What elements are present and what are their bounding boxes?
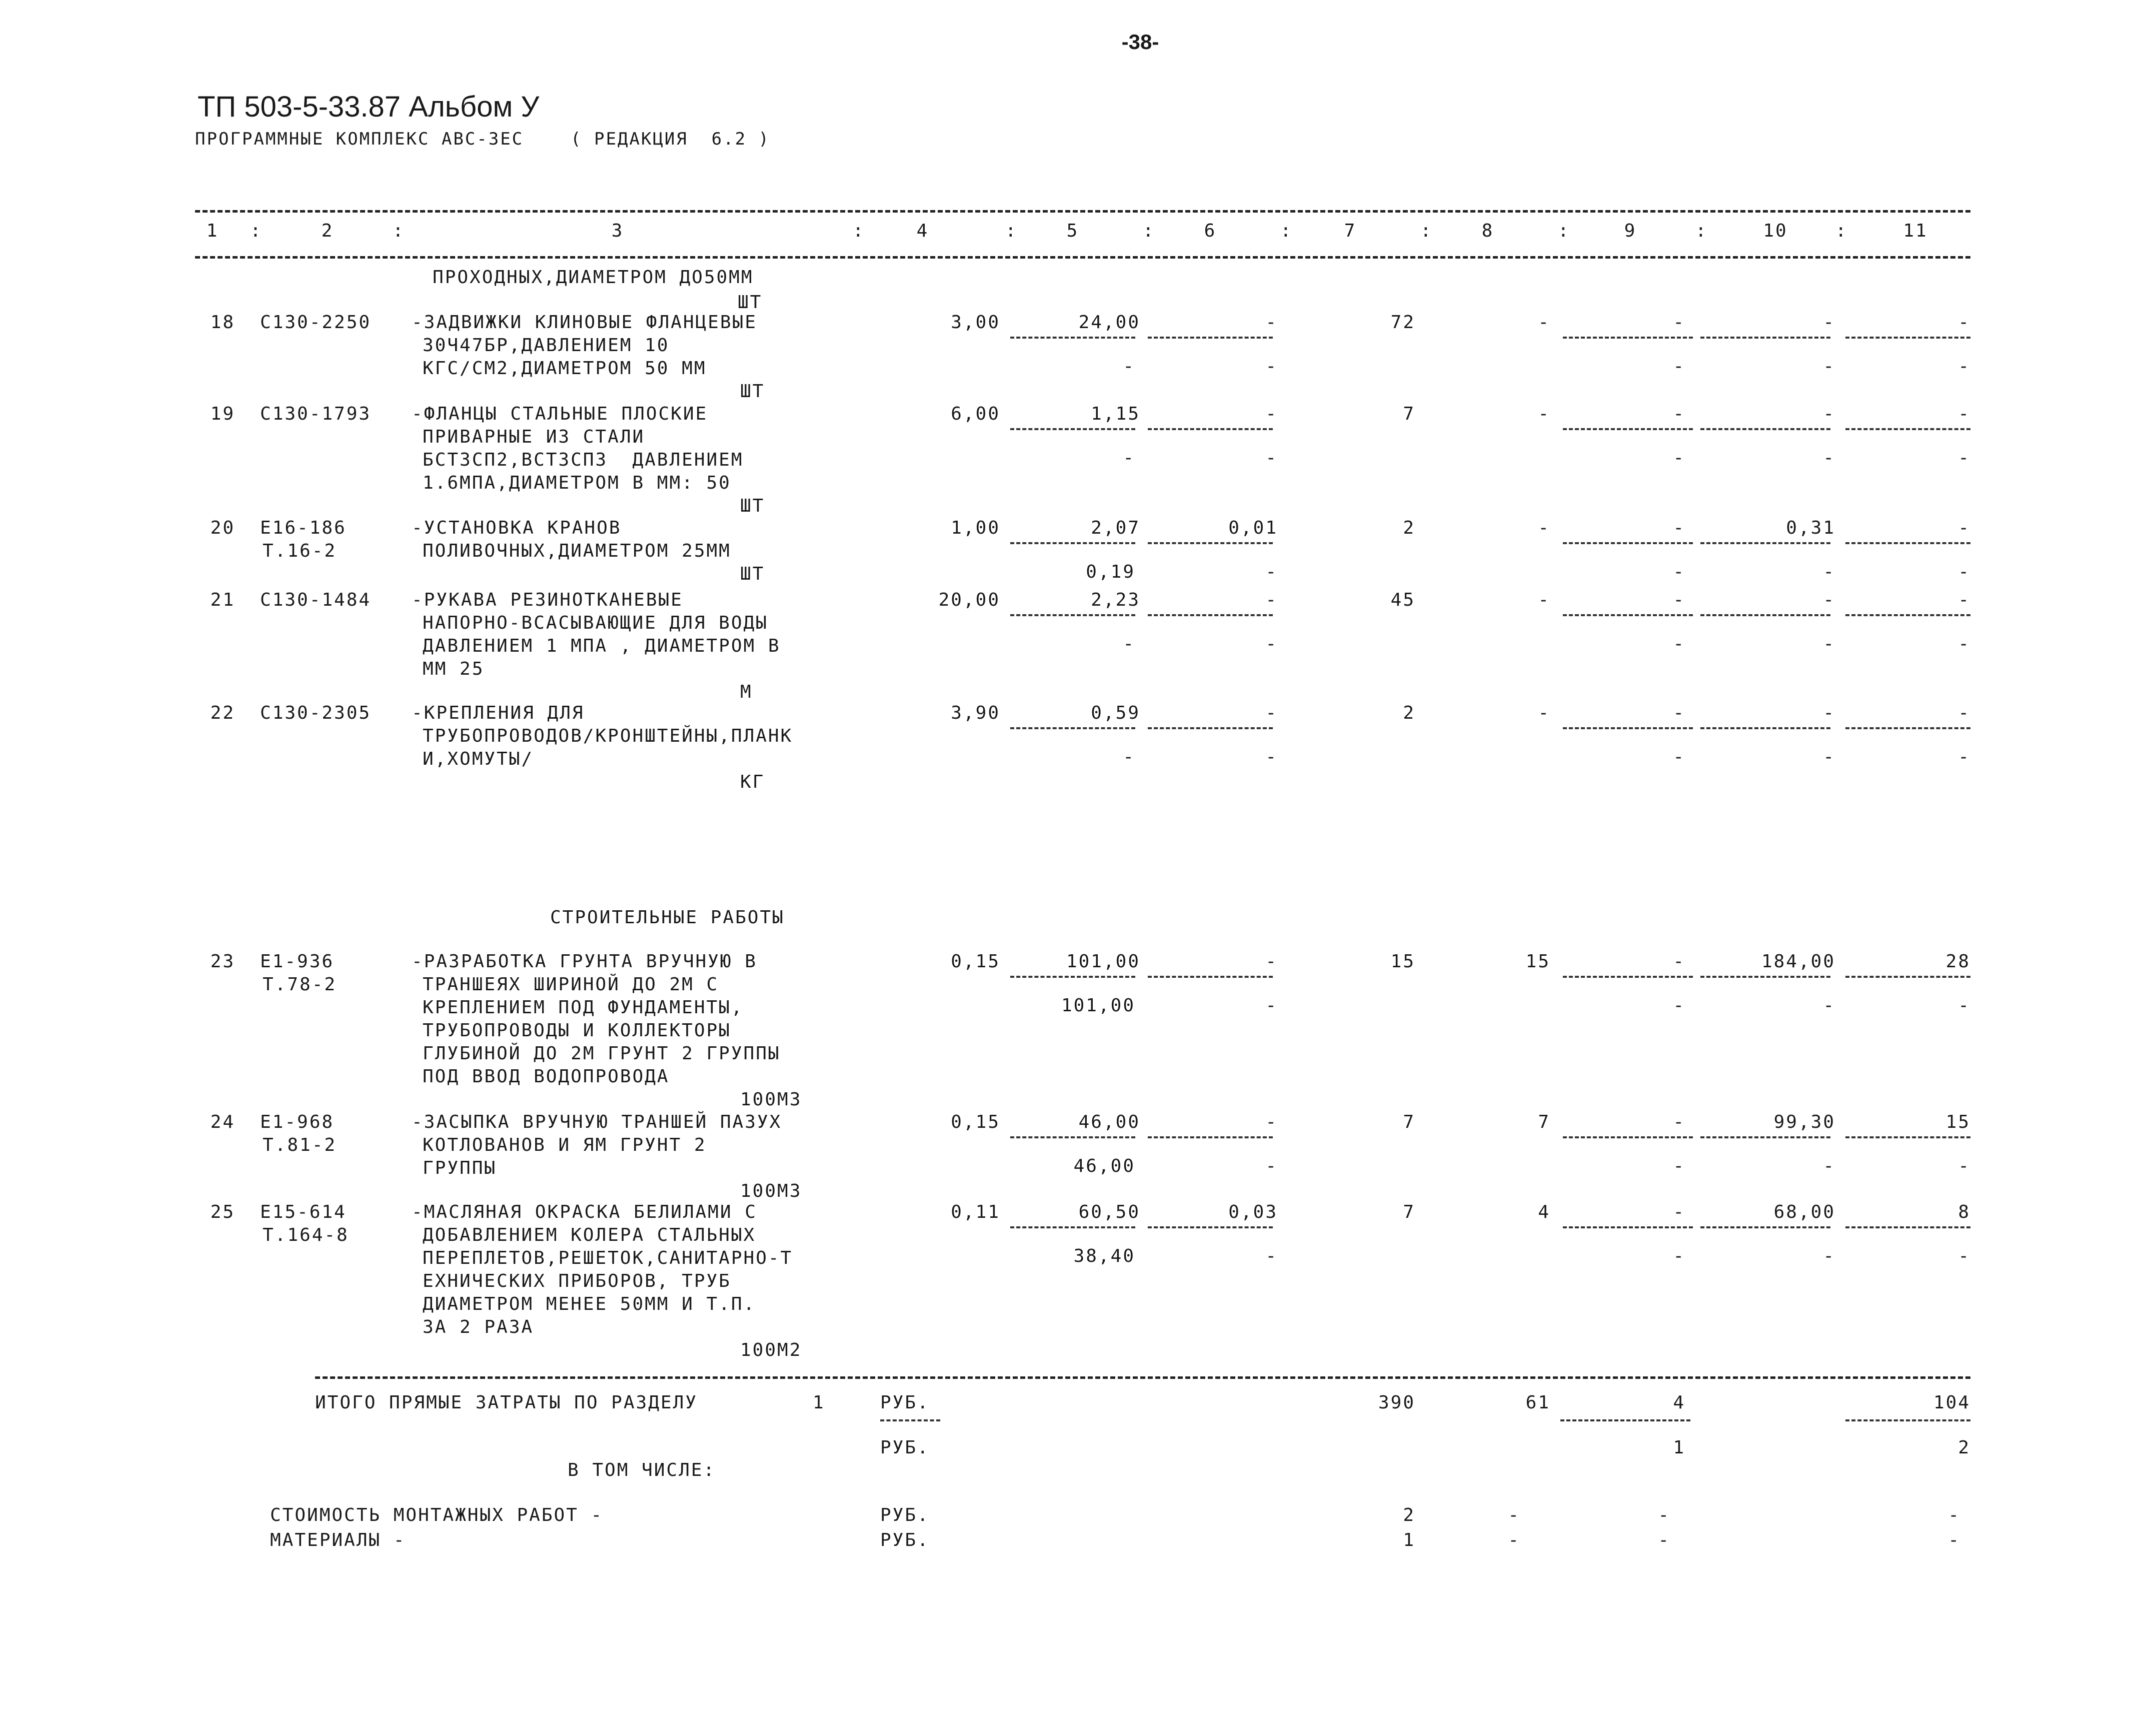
cell-divider xyxy=(1700,614,1830,616)
row-description: ПРИВАРНЫЕ ИЗ СТАЛИ xyxy=(423,427,645,447)
row-description: КОТЛОВАНОВ И ЯМ ГРУНТ 2 xyxy=(423,1135,707,1155)
row-cost-machines: - xyxy=(1265,951,1278,972)
column-header-2: 2 xyxy=(321,221,334,241)
row-cost-total: 60,50 xyxy=(1078,1202,1140,1222)
cell-divider xyxy=(1700,727,1830,729)
row-cost-machines: - xyxy=(1265,1112,1278,1132)
cell-divider xyxy=(1563,727,1693,729)
row-description: ММ 25 xyxy=(423,659,485,679)
row-cost-wages: 46,00 xyxy=(1073,1156,1135,1176)
row-cost-machine-wages: - xyxy=(1265,1156,1278,1176)
row-code: Е1-936 xyxy=(260,951,335,972)
row-col10: 0,31 xyxy=(1786,518,1835,538)
row-col7: 2 xyxy=(1403,703,1415,723)
row-cost-machines: - xyxy=(1265,703,1278,723)
row-cost-machines: - xyxy=(1265,590,1278,610)
totals-col7: 390 xyxy=(1378,1392,1415,1413)
cell-divider xyxy=(1563,614,1693,616)
row-col9-lower: - xyxy=(1673,562,1685,582)
row-col8: - xyxy=(1538,703,1550,723)
row-description: -КРЕПЛЕНИЯ ДЛЯ xyxy=(412,703,585,723)
row-description: ТРАНШЕЯХ ШИРИНОЙ ДО 2М С xyxy=(423,974,719,995)
row-col10-lower: - xyxy=(1823,747,1835,767)
section-title: СТРОИТЕЛЬНЫЕ РАБОТЫ xyxy=(550,907,785,928)
row-unit: 100М2 xyxy=(740,1340,802,1360)
row-col10: - xyxy=(1823,703,1835,723)
row-number: 24 xyxy=(210,1112,235,1132)
row-col9: - xyxy=(1673,703,1685,723)
column-header-10: 10 xyxy=(1763,221,1788,241)
row-number: 22 xyxy=(210,703,235,723)
row-col10-lower: - xyxy=(1823,995,1835,1016)
row-code: С130-2250 xyxy=(260,312,372,333)
cell-divider xyxy=(1700,1136,1830,1138)
row-col10: - xyxy=(1823,590,1835,610)
cell-divider xyxy=(1148,428,1273,430)
cell-divider xyxy=(1010,1136,1135,1138)
row-description: -РУКАВА РЕЗИНОТКАНЕВЫЕ xyxy=(412,590,683,610)
row-col9: - xyxy=(1673,518,1685,538)
row-col9-lower: - xyxy=(1673,448,1685,468)
continuation-unit: ШТ xyxy=(738,292,763,313)
cell-divider xyxy=(1148,1136,1273,1138)
row-description: ДАВЛЕНИЕМ 1 МПА , ДИАМЕТРОМ В xyxy=(423,636,781,656)
row-code: С130-2305 xyxy=(260,703,372,723)
cell-divider xyxy=(1148,727,1273,729)
row-description: ЗА 2 РАЗА xyxy=(423,1317,534,1337)
row-code: Т.78-2 xyxy=(263,974,337,995)
row-col11-lower: - xyxy=(1958,995,1970,1016)
row-col10: - xyxy=(1823,404,1835,424)
cell-divider xyxy=(1845,428,1970,430)
row-col9-lower: - xyxy=(1673,634,1685,654)
row-col11: 28 xyxy=(1945,951,1970,972)
row-col8: - xyxy=(1538,518,1550,538)
column-header-9: 9 xyxy=(1624,221,1637,241)
row-col10-lower: - xyxy=(1823,448,1835,468)
row-description: ЕХНИЧЕСКИХ ПРИБОРОВ, ТРУБ xyxy=(423,1271,731,1291)
row-description: ТРУБОПРОВОДОВ/КРОНШТЕЙНЫ,ПЛАНК xyxy=(423,726,793,746)
page-number: -38- xyxy=(1121,30,1159,54)
continuation-text: ПРОХОДНЫХ,ДИАМЕТРОМ ДО50ММ xyxy=(433,267,754,288)
row-col10: 68,00 xyxy=(1773,1202,1835,1222)
install-col11: - xyxy=(1948,1505,1960,1525)
row-code: С130-1793 xyxy=(260,404,372,424)
row-description: ПЕРЕПЛЕТОВ,РЕШЕТОК,САНИТАРНО-Т xyxy=(423,1248,793,1268)
row-description: И,ХОМУТЫ/ xyxy=(423,749,534,769)
row-col11-lower: - xyxy=(1958,634,1970,654)
row-number: 18 xyxy=(210,312,235,333)
row-cost-machine-wages: - xyxy=(1265,448,1278,468)
totals-rule xyxy=(315,1376,1970,1379)
column-header-4: 4 xyxy=(916,221,929,241)
row-col8: 4 xyxy=(1538,1202,1550,1222)
row-cost-machine-wages: - xyxy=(1265,747,1278,767)
header-bottom-rule xyxy=(195,256,1970,259)
row-description: ПОД ВВОД ВОДОПРОВОДА xyxy=(423,1066,670,1087)
row-col11-lower: - xyxy=(1958,356,1970,377)
cell-divider xyxy=(1010,1226,1135,1228)
header-top-rule xyxy=(195,210,1970,213)
row-cost-wages: - xyxy=(1123,634,1135,654)
cell-divider xyxy=(1700,542,1830,544)
program-line: ПРОГРАММНЫЕ КОМПЛЕКС АВС-ЗЕС ( РЕДАКЦИЯ 6.2 ) xyxy=(195,129,771,149)
cell-divider xyxy=(1845,727,1970,729)
row-description: НАПОРНО-ВСАСЫВАЮЩИЕ ДЛЯ ВОДЫ xyxy=(423,613,768,633)
cell-divider xyxy=(1845,542,1970,544)
cell-divider xyxy=(1148,976,1273,978)
totals-currency-underline xyxy=(880,1419,940,1421)
totals-col9-b: 1 xyxy=(1673,1437,1685,1458)
column-separator: : xyxy=(853,221,865,241)
row-col7: 72 xyxy=(1390,312,1415,333)
row-unit: ШТ xyxy=(740,381,765,402)
cell-divider xyxy=(1010,428,1135,430)
column-separator: : xyxy=(1835,221,1848,241)
cell-divider xyxy=(1845,976,1970,978)
install-col7: 2 xyxy=(1403,1505,1415,1525)
row-col11-lower: - xyxy=(1958,747,1970,767)
materials-col11: - xyxy=(1948,1530,1960,1550)
row-cost-wages: - xyxy=(1123,356,1135,377)
row-col10-lower: - xyxy=(1823,356,1835,377)
cell-divider xyxy=(1700,976,1830,978)
cell-divider xyxy=(1845,614,1970,616)
column-separator: : xyxy=(250,221,263,241)
cell-divider xyxy=(1563,337,1693,339)
row-cost-machines: 0,01 xyxy=(1228,518,1278,538)
cell-divider xyxy=(1700,428,1830,430)
row-description: -ЗАСЫПКА ВРУЧНУЮ ТРАНШЕЙ ПАЗУХ xyxy=(412,1112,782,1132)
row-col9: - xyxy=(1673,951,1685,972)
row-cost-machine-wages: - xyxy=(1265,1246,1278,1266)
row-number: 21 xyxy=(210,590,235,610)
row-number: 23 xyxy=(210,951,235,972)
row-col9: - xyxy=(1673,404,1685,424)
install-col8: - xyxy=(1508,1505,1520,1525)
cell-divider xyxy=(1845,337,1970,339)
row-code: Е16-186 xyxy=(260,518,347,538)
row-col9-lower: - xyxy=(1673,1156,1685,1176)
row-col11: - xyxy=(1958,518,1970,538)
row-col10-lower: - xyxy=(1823,562,1835,582)
row-col10: - xyxy=(1823,312,1835,333)
cell-divider xyxy=(1010,542,1135,544)
totals-col11-b: 2 xyxy=(1958,1437,1970,1458)
row-cost-total: 2,07 xyxy=(1091,518,1140,538)
row-description: ГРУППЫ xyxy=(423,1158,497,1178)
row-description: ПОЛИВОЧНЫХ,ДИАМЕТРОМ 25ММ xyxy=(423,541,731,561)
cell-divider xyxy=(1010,614,1135,616)
row-description: БСТ3СП2,ВСТ3СП3 ДАВЛЕНИЕМ xyxy=(423,450,744,470)
row-col8: 7 xyxy=(1538,1112,1550,1132)
row-cost-wages: 38,40 xyxy=(1073,1246,1135,1266)
row-description: КРЕПЛЕНИЕМ ПОД ФУНДАМЕНТЫ, xyxy=(423,997,744,1018)
column-separator: : xyxy=(1558,221,1570,241)
row-cost-machines: - xyxy=(1265,404,1278,424)
column-separator: : xyxy=(1143,221,1155,241)
row-col9: - xyxy=(1673,1202,1685,1222)
totals-col8: 61 xyxy=(1525,1392,1550,1413)
row-col11-lower: - xyxy=(1958,562,1970,582)
row-code: С130-1484 xyxy=(260,590,372,610)
totals-currency-2: РУБ. xyxy=(880,1437,930,1458)
cell-divider xyxy=(1010,727,1135,729)
row-col10-lower: - xyxy=(1823,1246,1835,1266)
row-cost-machine-wages: - xyxy=(1265,562,1278,582)
row-quantity: 20,00 xyxy=(938,590,1000,610)
row-col9: - xyxy=(1673,590,1685,610)
row-cost-machines: - xyxy=(1265,312,1278,333)
install-label: СТОИМОСТЬ МОНТАЖНЫХ РАБОТ - xyxy=(270,1505,604,1525)
row-description: ДОБАВЛЕНИЕМ КОЛЕРА СТАЛЬНЫХ xyxy=(423,1225,756,1245)
row-cost-wages: 101,00 xyxy=(1061,995,1135,1016)
row-cost-wages: - xyxy=(1123,747,1135,767)
row-unit: ШТ xyxy=(740,496,765,516)
row-col8: - xyxy=(1538,404,1550,424)
cell-divider xyxy=(1148,542,1273,544)
row-col10-lower: - xyxy=(1823,1156,1835,1176)
row-code: Т.16-2 xyxy=(263,541,337,561)
row-number: 19 xyxy=(210,404,235,424)
row-quantity: 0,11 xyxy=(951,1202,1000,1222)
row-col11: - xyxy=(1958,590,1970,610)
column-header-8: 8 xyxy=(1481,221,1494,241)
row-col9-lower: - xyxy=(1673,995,1685,1016)
column-separator: : xyxy=(1420,221,1433,241)
row-col10: 184,00 xyxy=(1761,951,1835,972)
row-description: -ЗАДВИЖКИ КЛИНОВЫЕ ФЛАНЦЕВЫЕ xyxy=(412,312,757,333)
materials-label: МАТЕРИАЛЫ - xyxy=(270,1530,406,1550)
row-col8: 15 xyxy=(1525,951,1550,972)
row-cost-machines: 0,03 xyxy=(1228,1202,1278,1222)
row-cost-total: 101,00 xyxy=(1066,951,1140,972)
row-col7: 7 xyxy=(1403,404,1415,424)
cell-divider xyxy=(1148,614,1273,616)
column-separator: : xyxy=(1695,221,1708,241)
row-description: -МАСЛЯНАЯ ОКРАСКА БЕЛИЛАМИ С xyxy=(412,1202,757,1222)
row-col11-lower: - xyxy=(1958,1246,1970,1266)
row-col8: - xyxy=(1538,590,1550,610)
row-col7: 2 xyxy=(1403,518,1415,538)
row-code: Т.81-2 xyxy=(263,1135,337,1155)
row-cost-total: 46,00 xyxy=(1078,1112,1140,1132)
cell-divider xyxy=(1563,976,1693,978)
row-col7: 45 xyxy=(1390,590,1415,610)
totals-label: ИТОГО ПРЯМЫЕ ЗАТРАТЫ ПО РАЗДЕЛУ xyxy=(315,1392,698,1413)
cell-divider xyxy=(1700,337,1830,339)
cell-divider xyxy=(1845,1226,1970,1228)
totals-section-number: 1 xyxy=(813,1392,825,1413)
row-unit: 100М3 xyxy=(740,1181,802,1201)
totals-col9-underline xyxy=(1560,1419,1690,1421)
row-col11: 8 xyxy=(1958,1202,1970,1222)
row-quantity: 3,00 xyxy=(951,312,1000,333)
doc-title: ТП 503-5-33.87 Альбом У xyxy=(198,91,540,123)
materials-currency: РУБ. xyxy=(880,1530,930,1550)
row-cost-machine-wages: - xyxy=(1265,634,1278,654)
row-description: -ФЛАНЦЫ СТАЛЬНЫЕ ПЛОСКИЕ xyxy=(412,404,708,424)
row-col11-lower: - xyxy=(1958,448,1970,468)
totals-currency: РУБ. xyxy=(880,1392,930,1413)
cell-divider xyxy=(1700,1226,1830,1228)
row-description: КГС/СМ2,ДИАМЕТРОМ 50 ММ xyxy=(423,358,707,379)
row-unit: ШТ xyxy=(740,564,765,584)
row-col9: - xyxy=(1673,1112,1685,1132)
row-description: 1.6МПА,ДИАМЕТРОМ В ММ: 50 xyxy=(423,473,731,493)
row-description: ГЛУБИНОЙ ДО 2М ГРУНТ 2 ГРУППЫ xyxy=(423,1043,781,1064)
materials-col7: 1 xyxy=(1403,1530,1415,1550)
row-cost-machine-wages: - xyxy=(1265,356,1278,377)
row-col11: - xyxy=(1958,703,1970,723)
row-description: -РАЗРАБОТКА ГРУНТА ВРУЧНУЮ В xyxy=(412,951,757,972)
row-unit: 100М3 xyxy=(740,1089,802,1110)
cell-divider xyxy=(1563,1136,1693,1138)
totals-col11-underline xyxy=(1845,1419,1970,1421)
cell-divider xyxy=(1148,337,1273,339)
row-code: Е1-968 xyxy=(260,1112,335,1132)
cell-divider xyxy=(1010,337,1135,339)
row-cost-wages: - xyxy=(1123,448,1135,468)
row-quantity: 0,15 xyxy=(951,1112,1000,1132)
row-number: 25 xyxy=(210,1202,235,1222)
column-header-5: 5 xyxy=(1066,221,1079,241)
totals-col9: 4 xyxy=(1673,1392,1685,1413)
column-separator: : xyxy=(393,221,405,241)
row-col11: - xyxy=(1958,312,1970,333)
row-col11: - xyxy=(1958,404,1970,424)
row-quantity: 6,00 xyxy=(951,404,1000,424)
cell-divider xyxy=(1563,428,1693,430)
totals-col11: 104 xyxy=(1933,1392,1970,1413)
column-separator: : xyxy=(1005,221,1018,241)
row-cost-machine-wages: - xyxy=(1265,995,1278,1016)
cell-divider xyxy=(1845,1136,1970,1138)
column-header-7: 7 xyxy=(1344,221,1357,241)
row-col9-lower: - xyxy=(1673,1246,1685,1266)
row-cost-total: 0,59 xyxy=(1091,703,1140,723)
row-col11: 15 xyxy=(1945,1112,1970,1132)
row-col8: - xyxy=(1538,312,1550,333)
row-code: Е15-614 xyxy=(260,1202,347,1222)
including-label: В ТОМ ЧИСЛЕ: xyxy=(568,1460,716,1480)
install-currency: РУБ. xyxy=(880,1505,930,1525)
materials-col9: - xyxy=(1658,1530,1670,1550)
row-unit: КГ xyxy=(740,772,765,792)
cell-divider xyxy=(1563,1226,1693,1228)
install-col9: - xyxy=(1658,1505,1670,1525)
row-description: -УСТАНОВКА КРАНОВ xyxy=(412,518,622,538)
cell-divider xyxy=(1563,542,1693,544)
row-description: ТРУБОПРОВОДЫ И КОЛЛЕКТОРЫ xyxy=(423,1020,731,1041)
row-col11-lower: - xyxy=(1958,1156,1970,1176)
column-separator: : xyxy=(1280,221,1293,241)
row-cost-total: 24,00 xyxy=(1078,312,1140,333)
row-col9-lower: - xyxy=(1673,356,1685,377)
cell-divider xyxy=(1148,1226,1273,1228)
row-col9-lower: - xyxy=(1673,747,1685,767)
row-number: 20 xyxy=(210,518,235,538)
column-header-1: 1 xyxy=(206,221,219,241)
row-quantity: 1,00 xyxy=(951,518,1000,538)
row-description: ДИАМЕТРОМ МЕНЕЕ 50ММ И Т.П. xyxy=(423,1294,756,1314)
row-col10-lower: - xyxy=(1823,634,1835,654)
row-cost-total: 2,23 xyxy=(1091,590,1140,610)
materials-col8: - xyxy=(1508,1530,1520,1550)
row-unit: М xyxy=(740,682,753,702)
column-header-11: 11 xyxy=(1903,221,1928,241)
column-header-6: 6 xyxy=(1204,221,1217,241)
row-col10: 99,30 xyxy=(1773,1112,1835,1132)
row-description: 30Ч47БР,ДАВЛЕНИЕМ 10 xyxy=(423,335,670,356)
row-col7: 7 xyxy=(1403,1202,1415,1222)
row-col7: 7 xyxy=(1403,1112,1415,1132)
row-col7: 15 xyxy=(1390,951,1415,972)
cell-divider xyxy=(1010,976,1135,978)
row-code: Т.164-8 xyxy=(263,1225,349,1245)
row-cost-wages: 0,19 xyxy=(1086,562,1135,582)
row-quantity: 3,90 xyxy=(951,703,1000,723)
row-col9: - xyxy=(1673,312,1685,333)
row-quantity: 0,15 xyxy=(951,951,1000,972)
row-cost-total: 1,15 xyxy=(1091,404,1140,424)
column-header-3: 3 xyxy=(611,221,624,241)
